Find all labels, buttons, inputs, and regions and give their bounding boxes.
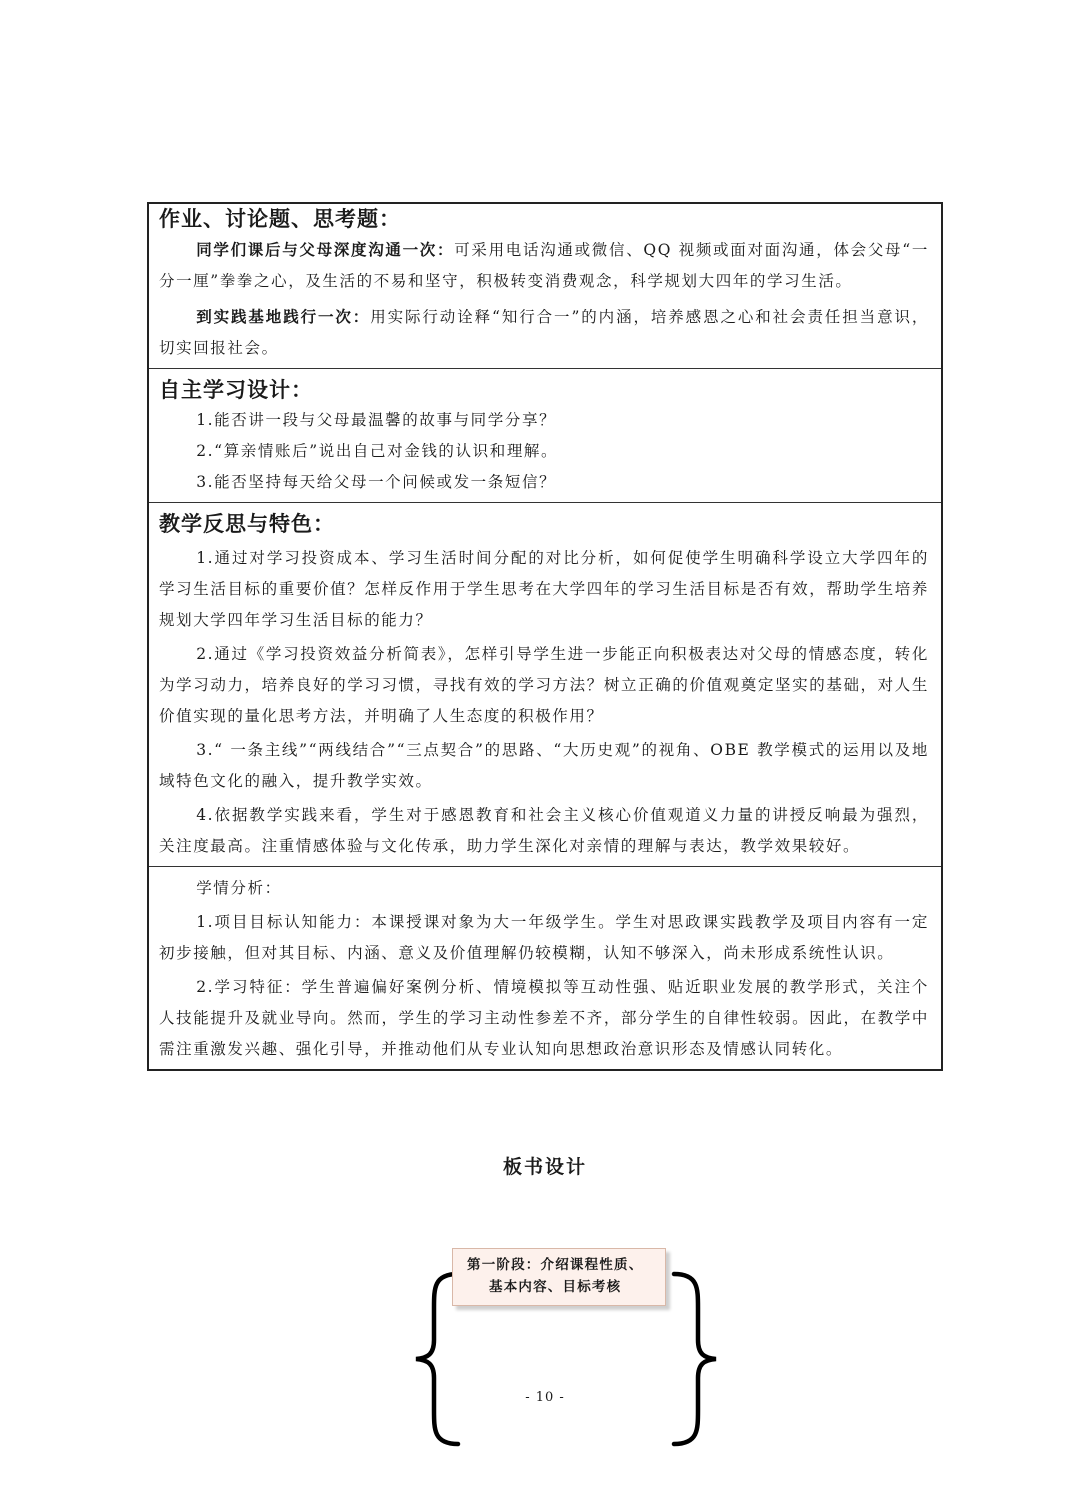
analysis-title: 学情分析：: [196, 879, 282, 897]
analysis-cell: [149, 867, 941, 1069]
homework-paragraph-1: [159, 234, 929, 297]
homework-p1-lead: 同学们课后与父母深度沟通一次：: [196, 240, 455, 259]
stage-one-line-2: 基本内容、目标考核: [489, 1279, 622, 1295]
stage-one-line-1: 第一阶段：介绍课程性质、: [467, 1257, 644, 1273]
right-brace-icon: [662, 1268, 722, 1450]
self-study-item-3: 3.能否坚持每天给父母一个问候或发一条短信？: [196, 473, 557, 491]
homework-title: 作业、讨论题、思考题：: [159, 206, 401, 231]
reflection-title: 教学反思与特色：: [159, 511, 335, 536]
homework-p2-text: 用实际行动诠释“知行合一”的内涵，培养感恩之心和社会责任担当意识，切实回报社会。: [159, 308, 929, 357]
self-study-title: 自主学习设计：: [159, 377, 313, 402]
self-study-cell: [149, 369, 941, 503]
reflection-item-2: 2.通过《学习投资效益分析简表》，怎样引导学生进一步能正向积极表达对父母的情感态度，转化为学习动力，培养良好的学习习惯，寻找有效的学习方法？树立正确的价值观奠定坚实的基础，对人生价值实现的量化思考方法，并明确了人生态度的积极作用？: [159, 645, 929, 725]
homework-p1-text: 可采用电话沟通或微信、QQ 视频或面对面沟通，体会父母“一分一厘”拳拳之心，及生活的不易和坚守，积极转变消费观念，科学规划大四年的学习生活。: [159, 241, 929, 290]
self-study-item-1: 1.能否讲一段与父母最温馨的故事与同学分享？: [196, 411, 557, 429]
lesson-plan-table: [147, 202, 943, 1071]
analysis-item-1: 1.项目目标认知能力：本课授课对象为大一年级学生。学生对思政课实践教学及项目内容有一定初步接触，但对其目标、内涵、意义及价值理解仍较模糊，认知不够深入，尚未形成系统性认识。: [159, 913, 929, 962]
reflection-item-3: 3.“ 一条主线”“两线结合”“三点契合”的思路、“大历史观”的视角、OBE 教学模式的运用以及地域特色文化的融入，提升教学实效。: [159, 741, 929, 790]
reflection-item-1: 1.通过对学习投资成本、学习生活时间分配的对比分析，如何促使学生明确科学设立大学四年的学习生活目标的重要价值？怎样反作用于学生思考在大学四年的学习生活目标是否有效，帮助学生培养规划大学四年学习生活目标的能力？: [159, 549, 929, 629]
reflection-item-4: 4.依据教学实践来看，学生对于感恩教育和社会主义核心价值观道义力量的讲授反响最为强烈，关注度最高。注重情感体验与文化传承，助力学生深化对亲情的理解与表达，教学效果较好。: [159, 806, 929, 855]
page-number: - 10 -: [525, 1390, 565, 1405]
stage-one-box: [452, 1248, 666, 1306]
analysis-item-2: 2.学习特征：学生普遍偏好案例分析、情境模拟等互动性强、贴近职业发展的教学形式，关注个人技能提升及就业导向。然而，学生的学习主动性参差不齐，部分学生的自律性较弱。因此，在教学中需注重激发兴趣、强化引导，并推动他们从专业认知向思想政治意识形态及情感认同转化。: [159, 978, 929, 1058]
homework-p2-lead: 到实践基地践行一次：: [196, 307, 371, 326]
reflection-cell: [149, 503, 941, 867]
homework-paragraph-2: [159, 301, 929, 364]
self-study-item-2: 2.“算亲情账后”说出自己对金钱的认识和理解。: [196, 442, 559, 460]
board-design-heading: 板书设计: [502, 1156, 587, 1178]
homework-cell: [149, 204, 941, 369]
